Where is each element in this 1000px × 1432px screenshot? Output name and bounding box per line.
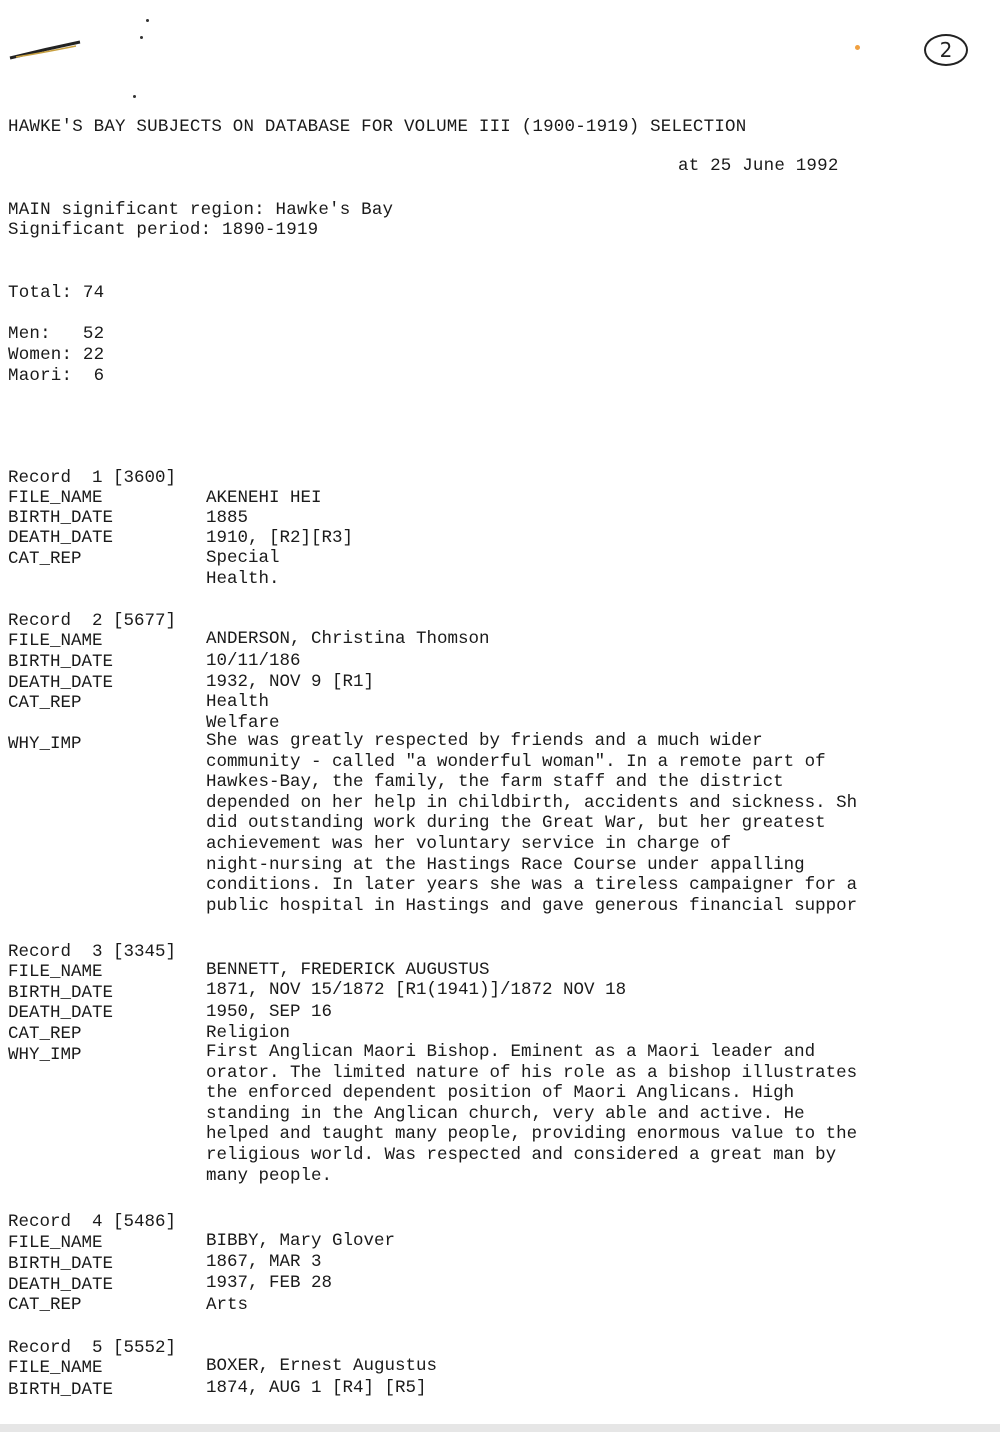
field-value: 1937, FEB 28 (206, 1273, 333, 1293)
field-value: Health Welfare (206, 692, 280, 733)
field-value: Special Health. (206, 548, 280, 589)
ink-dot (146, 19, 149, 22)
field-value: BOXER, Ernest Augustus (206, 1356, 438, 1376)
field-value: 10/11/186 (206, 651, 301, 671)
field-label: FILE_NAME (8, 631, 103, 651)
field-label: WHY_IMP (8, 734, 82, 754)
page-number: 2 (924, 34, 968, 66)
field-value: 1871, NOV 15/1872 [R1(1941)]/1872 NOV 18 (206, 980, 627, 1000)
field-value: 1885 (206, 508, 249, 528)
field-label: FILE_NAME (8, 488, 103, 508)
field-value: 1950, SEP 16 (206, 1002, 333, 1022)
field-value: AKENEHI HEI (206, 488, 322, 508)
document-title: HAWKE'S BAY SUBJECTS ON DATABASE FOR VOLUME III (1900-1919) SELECTION (8, 117, 747, 137)
field-label: DEATH_DATE (8, 1275, 114, 1295)
women-line: Women: 22 (8, 345, 105, 365)
record-header: Record 4 [5486] (8, 1212, 177, 1232)
field-value: BIBBY, Mary Glover (206, 1231, 396, 1251)
field-label: FILE_NAME (8, 1358, 103, 1378)
region-line: MAIN significant region: Hawke's Bay (8, 200, 394, 220)
scan-edge (0, 1424, 1000, 1432)
field-value: Arts (206, 1295, 249, 1315)
field-label: BIRTH_DATE (8, 1380, 114, 1400)
field-value: 1910, [R2][R3] (206, 528, 354, 548)
field-value: She was greatly respected by friends and a much wider community - called "a wonderful woman". In a remote part of Hawkes-Bay, the family, the farm staff and the district depended on her help in childbirth, accidents and sickness. Sh did outstanding work during the Great War, but her greatest achievement was her voluntary service in charge of night-nursing at the Hastings Race Course under appalling conditions. In later years she was a tireless campaigner for a public hospital in Hastings and gave generous financial suppor (206, 731, 858, 916)
field-label: CAT_REP (8, 549, 82, 569)
record-header: Record 1 [3600] (8, 468, 177, 488)
maori-line: Maori: 6 (8, 366, 105, 386)
pen-scribble-mark (6, 40, 86, 64)
period-line: Significant period: 1890-1919 (8, 220, 319, 240)
record-header: Record 2 [5677] (8, 611, 177, 631)
total-line: Total: 74 (8, 283, 105, 303)
field-value: 1867, MAR 3 (206, 1252, 322, 1272)
field-label: CAT_REP (8, 693, 82, 713)
field-label: DEATH_DATE (8, 528, 114, 548)
field-label: DEATH_DATE (8, 673, 114, 693)
field-label: CAT_REP (8, 1295, 82, 1315)
field-value: First Anglican Maori Bishop. Eminent as a Maori leader and orator. The limited nature of his role as a bishop illustrates the enforced dependent position of Maori Anglicans. High standing in the Anglican church, very able and active. He helped and taught many people, providing enormous value to the religious world. Was respected and considered a great man by many people. (206, 1042, 858, 1186)
field-label: FILE_NAME (8, 1233, 103, 1253)
document-date: at 25 June 1992 (678, 156, 839, 176)
field-label: DEATH_DATE (8, 1003, 114, 1023)
field-label: CAT_REP (8, 1024, 82, 1044)
field-label: BIRTH_DATE (8, 1254, 114, 1274)
field-value: BENNETT, FREDERICK AUGUSTUS (206, 960, 490, 980)
ink-dot (133, 95, 136, 98)
record-header: Record 3 [3345] (8, 942, 177, 962)
field-label: BIRTH_DATE (8, 983, 114, 1003)
record-header: Record 5 [5552] (8, 1338, 177, 1358)
field-label: FILE_NAME (8, 962, 103, 982)
orange-mark (855, 45, 860, 50)
field-value: 1932, NOV 9 [R1] (206, 672, 375, 692)
field-label: BIRTH_DATE (8, 508, 114, 528)
field-value: Religion (206, 1023, 291, 1043)
field-value: ANDERSON, Christina Thomson (206, 629, 490, 649)
field-label: BIRTH_DATE (8, 652, 114, 672)
field-value: 1874, AUG 1 [R4] [R5] (206, 1378, 427, 1398)
men-line: Men: 52 (8, 324, 105, 344)
field-label: WHY_IMP (8, 1045, 82, 1065)
ink-dot (140, 36, 143, 39)
